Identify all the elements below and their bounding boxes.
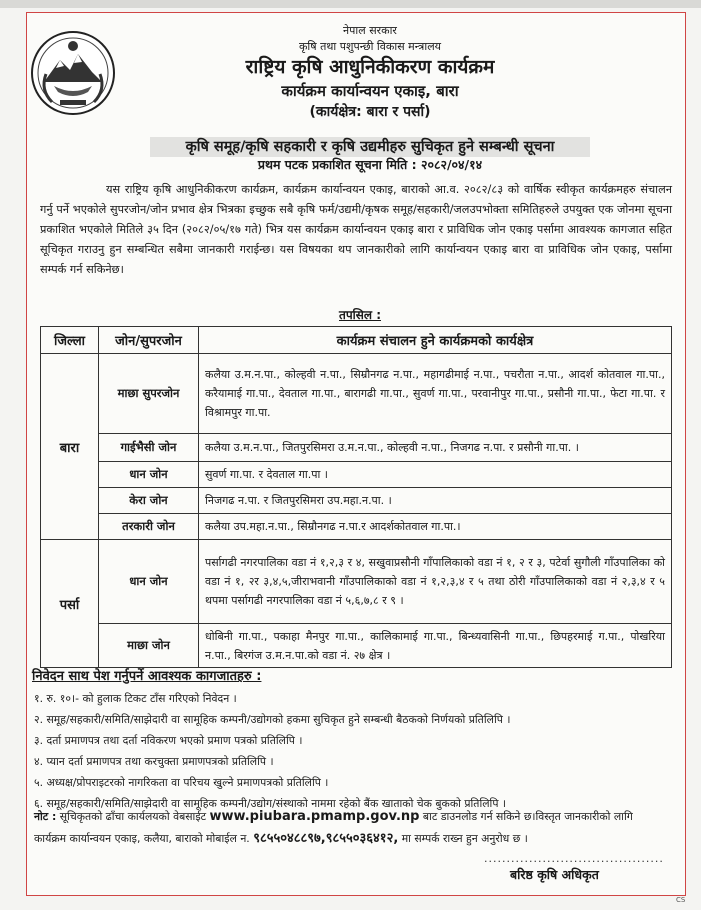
table-row bbox=[41, 514, 672, 540]
area-cell: कलैया उप.महा.न.पा., सिम्रौनगढ न.पा.र आदर्शकोतवाल गा.पा.। bbox=[199, 514, 672, 540]
area-cell: धोबिनी गा.पा., पकाहा मैनपुर गा.पा., कालिकामाई गा.पा., बिन्ध्यवासिनी गा.पा., छिपहरमाई ग.पा., पोखरिया न.पा., बिरगंज उ.म.न.पा.को वडा नं. २७ क्षेत्र । bbox=[199, 624, 672, 668]
zone-cell: धान जोन bbox=[99, 540, 199, 624]
government-name: नेपाल सरकार bbox=[343, 24, 397, 37]
website-link[interactable]: www.piubara.pmamp.gov.np bbox=[209, 809, 420, 824]
table-row bbox=[41, 434, 672, 462]
zone-cell: तरकारी जोन bbox=[99, 514, 199, 540]
documents-list bbox=[34, 688, 674, 814]
zone-cell: धान जोन bbox=[99, 462, 199, 488]
area-cell: कलैया उ.म.न.पा., कोल्हवी न.पा., सिम्रौनगढ न.पा., महागढीमाई न.पा., पचरौता न.पा., आदर्श कोतवाल गा.पा., करैयामाई गा.पा., देवताल गा.पा., बारागढी गा.पा., सुवर्ण गा.पा., परवानीपुर गा.पा., प्रसौनी गा.पा., फेटा गा.पा. र विश्रामपुर गा.पा. bbox=[199, 354, 672, 434]
table-header-row bbox=[41, 327, 672, 354]
documents-heading: निवेदन साथ पेश गर्नुपर्ने आवश्यक कागजातहरु : bbox=[32, 669, 262, 684]
scanner-watermark: CS bbox=[676, 896, 686, 904]
list-item: १. रु. १०।- को हुलाक टिकट टाँस गरिएको निवेदन । bbox=[34, 692, 237, 705]
zone-cell: गाईभैसी जोन bbox=[99, 434, 199, 462]
header-work-area: कार्यक्रम संचालन हुने कार्यक्रमको कार्यक्षेत्र bbox=[199, 327, 672, 354]
area-cell: पर्सागढी नगरपालिका वडा नं १,२,३ र ४, सखुवाप्रसौनी गाँपालिकाको वडा नं १, २ र ३, पटेर्वा सुगौली गाँउपालिका को वडा नं १, २र ३,४,५,जीराभवानी गाँउपालिकाको वडा नं १,२,३,४ र ५ तथा ठोरी गाँउपालिकाको वडा नं २,३,४ र ५ थपमा पर्सागढी नगरपालिका वडा नं ५,६,७,८ र ९ । bbox=[199, 540, 672, 624]
table-row bbox=[41, 354, 672, 434]
unit-name: कार्यक्रम कार्यान्वयन एकाइ, बारा bbox=[281, 82, 459, 100]
table-row bbox=[41, 624, 672, 668]
list-item: ४. प्यान दर्ता प्रमाणपत्र तथा करचुक्ता प्रमाणपत्रको प्रतिलिपि । bbox=[34, 755, 274, 768]
notice-body bbox=[40, 180, 672, 280]
area-cell: सुवर्ण गा.पा. र देवताल गा.पा । bbox=[199, 462, 672, 488]
list-item: ३. दर्ता प्रमाणपत्र तथा दर्ता नविकरण भएको प्रमाण पत्रको प्रतिलिपि । bbox=[34, 734, 303, 747]
ministry-name: कृषि तथा पशुपन्छी विकास मन्त्रालय bbox=[298, 40, 442, 53]
schedule-label: तपसिल : bbox=[339, 308, 381, 322]
notice-title: कृषि समूह/कृषि सहकारी र कृषि उद्यमीहरु सुचिकृत हुने सम्बन्धी सूचना bbox=[150, 137, 590, 157]
zone-cell: केरा जोन bbox=[99, 488, 199, 514]
header-zone: जोन/सुपरजोन bbox=[99, 327, 199, 354]
table-row bbox=[41, 488, 672, 514]
list-item: २. समूह/सहकारी/समिति/साझेदारी वा सामूहिक कम्पनी/उद्योगको हकमा सुचिकृत हुने सम्बन्धी बैठकको निर्णयको प्रतिलिपि । bbox=[34, 713, 511, 726]
table-row bbox=[41, 540, 672, 624]
table-row bbox=[41, 462, 672, 488]
note-text-end: मा सम्पर्क राख्न हुन अनुरोध छ । bbox=[401, 832, 528, 845]
note-text-start: सूचिकृतको ढाँचा कार्यलयको वेबसाईट bbox=[59, 810, 207, 823]
phone-numbers: ९८५५०४८८९७,९८५५०३६४१२, bbox=[253, 831, 399, 846]
signatory-title: बरिष्ठ कृषि अधिकृत bbox=[510, 867, 599, 882]
list-item: ५. अध्यक्ष/प्रोपराइटरको नागरिकता वा परिचय खुल्ने प्रमाणपत्रको प्रतिलिपि । bbox=[34, 776, 329, 789]
signature-line: ........................................ bbox=[484, 852, 664, 865]
notice-body-text: यस राष्ट्रिय कृषि आधुनिकीकरण कार्यक्रम, कार्यक्रम कार्यान्वयन एकाइ, बाराको आ.व. २०८२/८३ को वार्षिक स्वीकृत कार्यक्रमहरु संचालन गर्नु पर्ने भएकोले सुपरजोन/जोन प्रभाव क्षेत्र भित्रका इच्छुक सबै कृषि फर्म/उद्यमी/कृषक समूह/सहकारी/जलउपभोक्ता समितिहरुले उपयुक्त एक जोनमा सूचना प्रकाशित भएकोले मितिले ३५ दिन (२०८२/०५/१७ गते) भित्र यस कार्यक्रम कार्यान्वयन एकाइ बारा र प्राविधिक जोन एकाइ पर्सामा आवश्यक कागजात सहित सूचिकृत गराउनु हुन सम्बन्धित सबैमा जानकारी गराईन्छ। यस विषयका थप जानकारीको लागि कार्यान्वयन एकाइ बारा वा प्राविधिक जोन एकाइ, पर्सामा सम्पर्क गर्न सकिनेछ। bbox=[40, 183, 672, 276]
district-cell: बारा bbox=[41, 354, 99, 540]
area-cell: निजगढ न.पा. र जितपुरसिमरा उप.महा.न.पा. । bbox=[199, 488, 672, 514]
header-district: जिल्ला bbox=[41, 327, 99, 354]
zone-cell: माछा सुपरजोन bbox=[99, 354, 199, 434]
program-name: राष्ट्रिय कृषि आधुनिकीकरण कार्यक्रम bbox=[245, 56, 495, 78]
note-label: नोट : bbox=[34, 810, 57, 823]
area-cell: कलैया उ.म.न.पा., जितपुरसिमरा उ.म.न.पा., कोल्हवी न.पा., निजगढ न.पा. र प्रसौनी गा.पा. । bbox=[199, 434, 672, 462]
district-cell: पर्सा bbox=[41, 540, 99, 668]
work-area: (कार्यक्षेत्र: बारा र पर्सा) bbox=[309, 104, 431, 120]
note-text-middle: बाट डाउनलोड गर्न सकिने छ।विस्तृत जानकारीको लागि कार्यक्रम कार्यान्वयन एकाइ, कलैया, बाराको मोबाईल न. bbox=[34, 810, 633, 845]
nepal-government-emblem bbox=[30, 30, 116, 116]
zone-cell: माछा जोन bbox=[99, 624, 199, 668]
list-item: ६. समूह/सहकारी/समिति/साझेदारी वा सामूहिक कम्पनी/उद्योग/संस्थाको नाममा रहेको बैंक खाताको चेक बुकको प्रतिलिपि । bbox=[34, 797, 507, 810]
zone-table bbox=[40, 326, 672, 668]
publication-date: प्रथम पटक प्रकाशित सूचना मिति : २०८२/०४/१४ bbox=[257, 157, 483, 172]
note-paragraph bbox=[34, 806, 664, 850]
page-top-strip bbox=[0, 0, 701, 8]
